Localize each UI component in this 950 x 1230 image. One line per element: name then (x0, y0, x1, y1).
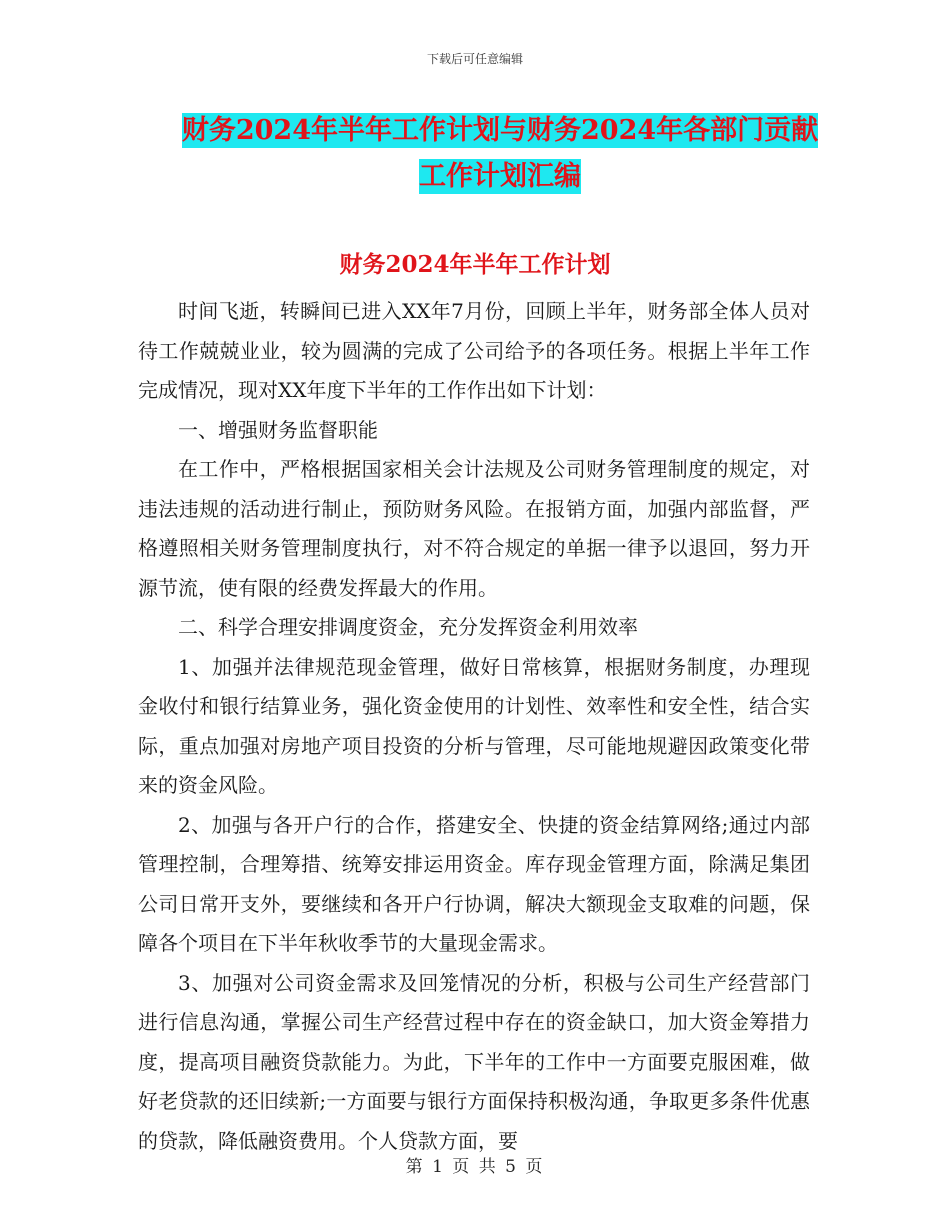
page-indicator: 第 1 页 共 5 页 (405, 1157, 545, 1177)
paragraph-supervision: 在工作中，严格根据国家相关会计法规及公司财务管理制度的规定，对违法违规的活动进行制止，预防财务风险。在报销方面，加强内部监督，严格遵照相关财务管理制度执行，对不符合规定的单据一律予以退回，努力开源节流，使有限的经费发挥最大的作用。 (138, 457, 810, 600)
paragraph-item-3: 3、加强对公司资金需求及回笼情况的分析，积极与公司生产经营部门进行信息沟通，掌握公司生产经营过程中存在的资金缺口，加大资金筹措力度，提高项目融资贷款能力。为此，下半年的工作中一方面要克服困难，做好老贷款的还旧续新;一方面要与银行方面保持积极沟通，争取更多条件优惠的贷款，降低融资费用。个人贷款方面，要 (138, 970, 810, 1153)
page-header-note: 下载后可任意编辑 (426, 52, 523, 66)
paragraph-item-2: 2、加强与各开户行的合作，搭建安全、快捷的资金结算网络;通过内部管理控制，合理筹措、统筹安排运用资金。库存现金管理方面，除满足集团公司日常开支外，要继续和各开户行协调，解决大额现金支取难的问题，保障各个项目在下半年秋收季节的大量现金需求。 (138, 812, 810, 955)
paragraph-intro: 时间飞逝，转瞬间已进入XX年7月份，回顾上半年，财务部全体人员对待工作兢兢业业，较为圆满的完成了公司给予的各项任务。根据上半年工作完成情况，现对XX年度下半年的工作作出如下计划： (138, 299, 810, 402)
heading-finance-supervision: 一、增强财务监督职能 (178, 417, 378, 442)
document-title (150, 108, 850, 200)
document-title-line-2: 工作计划汇编 (419, 161, 581, 192)
document-body (138, 292, 810, 1161)
paragraph-item-1: 1、加强并法律规范现金管理，做好日常核算，根据财务制度，办理现金收付和银行结算业务，强化资金使用的计划性、效率性和安全性，结合实际，重点加强对房地产项目投资的分析与管理，尽可能地规避因政策变化带来的资金风险。 (138, 654, 810, 797)
section-title: 财务2024年半年工作计划 (339, 251, 611, 278)
heading-fund-scheduling: 二、科学合理安排调度资金，充分发挥资金利用效率 (178, 615, 638, 639)
document-title-line-1: 财务2024年半年工作计划与财务2024年各部门贡献 (181, 115, 819, 146)
